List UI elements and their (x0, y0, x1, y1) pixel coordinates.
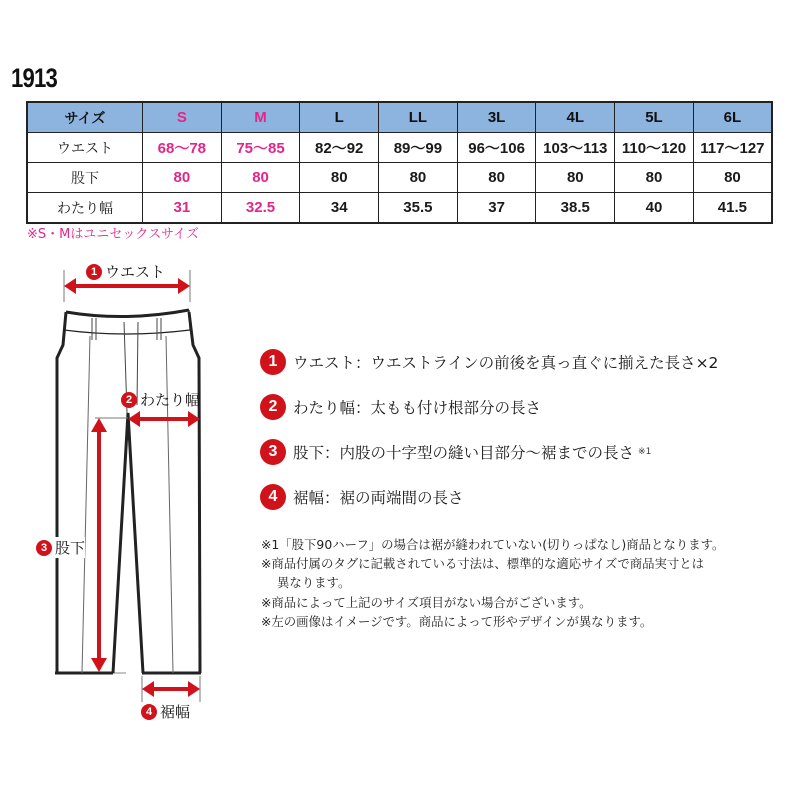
diagram-label-text: わたり幅 (140, 391, 201, 409)
table-row-thigh (27, 193, 772, 224)
cell: 103〜113 (536, 133, 615, 163)
definition-term: 股下 (293, 443, 325, 462)
diagram-label-waist (86, 261, 165, 282)
number-badge: 2 (121, 392, 137, 408)
definition-waist (260, 348, 800, 375)
diagram-label-hem (141, 701, 190, 722)
footnote-ref: ※1 (638, 446, 652, 457)
size-table (26, 101, 773, 224)
diagram-label-inseam (36, 537, 85, 558)
row-label: わたり幅 (27, 193, 143, 224)
cell: 80 (143, 163, 222, 193)
cell: 31 (143, 193, 222, 224)
size-col-m: M (221, 102, 300, 133)
size-col-4l: 4L (536, 102, 615, 133)
cell: 96〜106 (457, 133, 536, 163)
cell: 80 (615, 163, 694, 193)
cell: 37 (457, 193, 536, 224)
number-badge: 4 (260, 484, 286, 510)
definition-term: 裾幅 (293, 488, 325, 507)
cell: 110〜120 (615, 133, 694, 163)
number-badge: 4 (141, 704, 157, 720)
definition-term: わたり幅 (293, 398, 356, 417)
definition-hem (260, 483, 800, 510)
size-col-6l: 6L (693, 102, 772, 133)
definition-desc: ウエストラインの前後を真っ直ぐに揃えた長さ×2 (370, 353, 719, 372)
size-header-row (27, 102, 772, 133)
cell: 117〜127 (693, 133, 772, 163)
diagram-label-text: 股下 (55, 539, 86, 557)
size-col-l: L (300, 102, 379, 133)
cell: 68〜78 (143, 133, 222, 163)
cell: 80 (693, 163, 772, 193)
cell: 41.5 (693, 193, 772, 224)
number-badge: 1 (260, 349, 286, 375)
definition-desc: 裾の両端間の長さ (339, 488, 464, 507)
cell: 35.5 (379, 193, 458, 224)
table-row-waist (27, 133, 772, 163)
definition-separator: ： (324, 443, 340, 462)
footnote: ※商品付属のタグに記載されている寸法は、標準的な適応サイズで商品実寸とは (261, 556, 705, 572)
definition-separator: ： (355, 398, 371, 417)
size-col-5l: 5L (615, 102, 694, 133)
model-number: 1913 (11, 63, 57, 93)
definition-thigh (260, 393, 800, 420)
cell: 82〜92 (300, 133, 379, 163)
size-col-s: S (143, 102, 222, 133)
cell: 38.5 (536, 193, 615, 224)
definition-desc: 内股の十字型の縫い目部分〜裾までの長さ (339, 443, 635, 462)
cell: 34 (300, 193, 379, 224)
definition-inseam (260, 438, 800, 465)
footnote: ※1「股下90ハーフ」の場合は裾が縫われていない(切りっぱなし)商品となります。 (261, 537, 725, 552)
diagram-label-text: 裾幅 (160, 703, 191, 721)
size-header-label: サイズ (27, 102, 143, 133)
definition-term: ウエスト (293, 353, 356, 372)
number-badge: 1 (86, 264, 102, 280)
row-label: ウエスト (27, 133, 143, 163)
footnotes (261, 535, 791, 631)
row-label: 股下 (27, 163, 143, 193)
cell: 40 (615, 193, 694, 224)
definition-separator: ： (355, 353, 371, 372)
unisex-note: ※S・Mはユニセックスサイズ (27, 227, 199, 242)
pants-outline-icon (0, 250, 250, 730)
number-badge: 2 (260, 394, 286, 420)
table-row-inseam (27, 163, 772, 193)
size-col-3l: 3L (457, 102, 536, 133)
cell: 89〜99 (379, 133, 458, 163)
number-badge: 3 (260, 439, 286, 465)
pants-diagram (0, 250, 250, 730)
footnote: 異なります。 (277, 575, 351, 591)
number-badge: 3 (36, 540, 52, 556)
definition-separator: ： (324, 488, 340, 507)
measurement-definitions (260, 348, 800, 528)
footnote: ※左の画像はイメージです。商品によって形やデザインが異なります。 (261, 613, 653, 629)
size-col-ll: LL (379, 102, 458, 133)
cell: 80 (221, 163, 300, 193)
cell: 80 (379, 163, 458, 193)
footnote: ※商品によって上記のサイズ項目がない場合がございます。 (261, 594, 592, 610)
cell: 80 (536, 163, 615, 193)
cell: 32.5 (221, 193, 300, 224)
definition-desc: 太もも付け根部分の長さ (370, 398, 542, 417)
cell: 80 (300, 163, 379, 193)
cell: 80 (457, 163, 536, 193)
cell: 75〜85 (221, 133, 300, 163)
diagram-label-text: ウエスト (105, 263, 166, 281)
diagram-label-thigh (121, 389, 200, 410)
